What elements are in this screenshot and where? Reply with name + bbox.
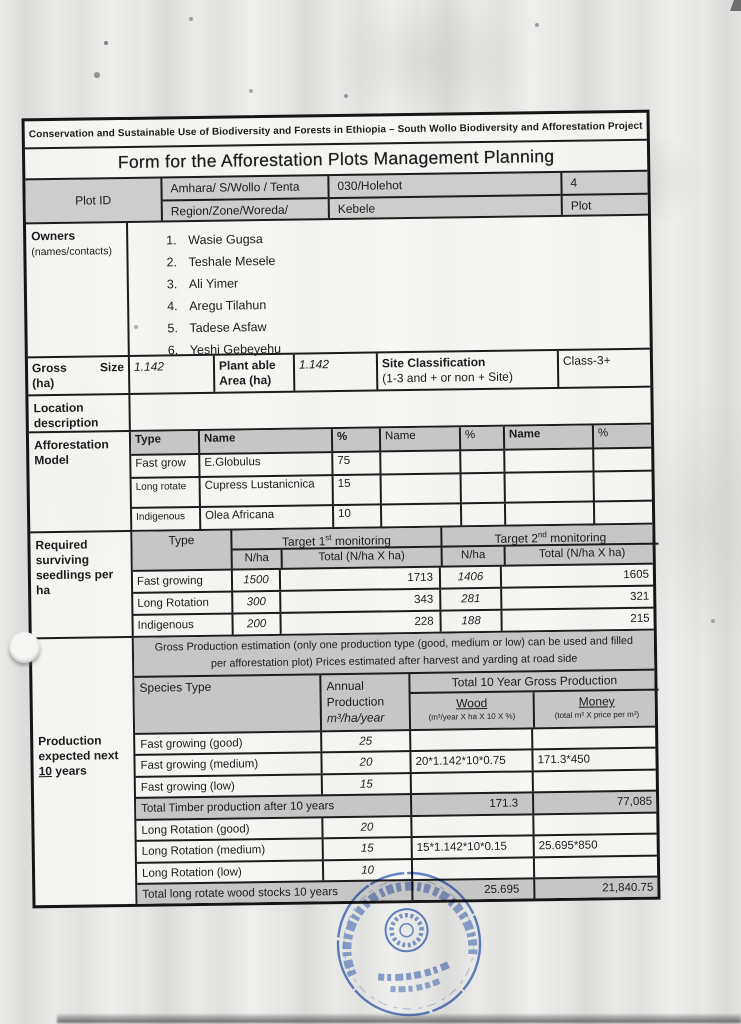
target2-nha-header: N/ha [460,548,486,562]
scan-shadow-band [57,1014,741,1023]
model-name: E.Globulus [198,453,331,476]
kebele-value: 030/Holehot [337,178,403,194]
t1-total-value: 228 [279,612,439,634]
total-timber-money: 77,085 [532,792,658,814]
total-long-label: Total long rotate wood stocks 10 years [142,886,339,901]
region-caption: Region/Zone/Woreda/ [163,197,328,220]
model-pct: 15 [332,475,380,504]
owners-label: Owners [31,228,76,244]
owner-number: 6. [167,343,179,358]
total-long-money: 21,840.75 [533,878,659,899]
species-name: Long Rotation (medium) [141,844,266,858]
production-label-prefix: Production expected next [38,733,119,764]
target2-column [440,525,659,566]
production-label-underline: 10 [38,764,53,779]
seedlings-table [130,525,653,636]
plot-region-column [160,176,328,220]
model-col-pct3: % [592,425,653,448]
model-pct-empty [593,472,654,501]
model-name-empty [380,474,460,503]
scan-specks [0,0,2,2]
plot-kebele-column [327,173,561,218]
site-classification-label: Site Classification [381,354,486,371]
species-name: Fast growing (low) [140,780,235,794]
hole-punch [9,632,40,663]
model-type: Fast grow [135,457,186,470]
size-word: Size [99,360,125,375]
money-header-cell [533,691,659,728]
target2-total-header: Total (N/ha X ha) [504,545,659,565]
plot-number-value: 4 [570,175,578,190]
production-section [32,629,658,906]
annual-value: 15 [322,838,411,859]
scan-corner-mark [730,0,741,11]
model-pct-empty [459,451,503,473]
owner-name: Teshale Mesele [188,253,276,270]
owner-name: Tadese Asfaw [189,320,267,336]
wood-header-cell [411,692,533,729]
t2-nha-value: 188 [439,611,500,632]
t1-nha-value: 200 [231,614,279,635]
site-classification-cell [376,351,557,390]
model-pct-empty [460,504,504,526]
model-pct: 75 [331,452,379,474]
owner-number: 2. [166,255,178,270]
seedlings-section [30,523,653,638]
target1-column [230,528,441,569]
gross-production-header [408,671,659,729]
gross-size-value: 1.142 [128,356,213,393]
owner-name: Wasie Gugsa [188,232,263,248]
t2-total-value: 1605 [500,565,655,587]
model-col-name1: Name [198,429,331,453]
t1-nha-value: 300 [231,592,279,613]
gross-size-label [28,357,128,394]
annual-value: 20 [321,817,410,837]
model-type: Indigenous [136,511,186,523]
species-type-header: Species Type [139,679,212,695]
target1-nha-header: N/ha [244,552,269,565]
total-timber-label: Total Timber production after 10 years [141,800,335,815]
project-banner-text: Conservation and Sustainable Use of Biodiversity and Forests in Ethiopia – South Wollo Biodiversity and Afforestation Project [28,120,643,140]
money-formula [532,771,658,792]
t2-nha-value: 281 [439,589,500,610]
plantable-area-label: Plant able Area (ha) [213,355,293,392]
t2-total-value: 215 [500,609,655,631]
region-value: Amhara/ S/Wollo / Tenta [170,179,300,196]
model-col-pct1: % [331,428,379,451]
plot-id-label: Plot ID [75,193,112,208]
seedlings-col-type: Type [168,533,195,548]
target1-sup: st [325,533,332,543]
model-col-name2: Name [379,427,459,450]
owner-name: Aregu Tilahun [189,298,267,314]
plot-id-band [25,170,648,223]
money-formula: 25.695*850 [533,835,659,857]
wood-formula [409,729,531,750]
site-classification-value: Class-3+ [557,350,650,387]
model-name-empty [504,502,593,524]
location-value [128,388,650,430]
species-name: Long Rotation (good) [141,823,250,837]
seedlings-type: Indigenous [137,619,194,632]
annual-value: 10 [322,860,411,880]
gross-unit: (ha) [32,375,55,391]
afforestation-model-section [29,423,652,532]
t1-total-value: 1713 [279,568,439,590]
form-title-text: Form for the Afforestation Plots Management Planning [117,145,555,173]
model-name-empty [504,472,593,501]
owners-label-cell [26,223,128,356]
money-formula [531,728,657,749]
target1-suffix: monitoring [331,533,392,549]
gross-word: Gross [31,360,67,376]
annual-value: 25 [320,731,409,751]
target1-prefix: Target 1 [281,534,326,549]
gross-header-text: Total 10 Year Gross Production [410,671,658,694]
plantable-area-value: 1.142 [293,353,376,390]
owner-number: 5. [167,321,178,336]
species-name: Fast growing (medium) [140,758,259,772]
money-subheader: (total m³ X price per m³) [554,709,640,721]
production-note-line1: Gross Production estimation (only one production type (good, medium or low) can be used and filled [154,634,634,654]
model-col-pct2: % [459,427,503,450]
model-col-name3: Name [503,425,592,448]
official-stamp [321,856,497,1024]
model-type: Long rotate [135,481,187,493]
annual-value: 15 [321,774,410,794]
total-timber-wood: 171.3 [410,793,532,815]
t2-total-value: 321 [500,587,655,609]
location-label: Location description [33,400,99,431]
wood-formula: 20*1.142*10*0.75 [409,750,531,772]
target2-suffix: monitoring [546,530,607,546]
money-formula [533,857,659,878]
owner-number: 3. [166,277,178,292]
species-name: Fast growing (good) [140,737,243,751]
target1-total-header: Total (N/ha X ha) [281,548,441,568]
model-label: Afforestation Model [33,437,109,468]
model-pct-empty [592,449,653,471]
production-note-line2: per afforestation plot) Prices estimated after harvest and yarding at road side [210,652,578,670]
target2-sup: nd [537,530,547,540]
seedlings-label: Required surviving seedlings per ha [35,537,114,598]
annual-value: 20 [320,752,409,773]
model-name: Cupress Lustanicnica [199,476,332,506]
t2-nha-value: 1406 [439,567,500,588]
model-pct: 10 [332,505,380,527]
production-label-suffix: years [55,763,87,779]
model-name-empty [380,504,460,526]
wood-header: Wood [456,695,488,711]
wood-subheader: (m³/year X ha X 10 X %) [428,711,516,722]
owners-list [126,216,650,358]
afforestation-form [22,110,661,909]
model-name-empty [503,449,592,471]
owner-name: Ali Yimer [188,276,239,292]
seedlings-type: Fast growing [136,574,203,588]
annual-unit: m³/ha/year [326,710,385,726]
kebele-caption: Kebele [330,194,561,218]
owner-number: 1. [166,233,177,248]
wood-formula: 15*1.142*10*0.15 [411,836,533,858]
species-name: Long Rotation (low) [141,866,242,880]
stamp-seal-icon [321,856,497,1024]
owners-sublabel: (names/contacts) [31,245,112,259]
annual-production-header [319,674,409,730]
owners-section [26,214,650,357]
model-pct-empty [460,474,504,503]
money-formula [532,814,658,835]
t1-nha-value: 1500 [231,570,279,591]
t1-total-value: 343 [279,590,439,612]
seedlings-type: Long Rotation [137,596,210,610]
wood-formula [410,815,532,836]
money-header: Money [578,694,615,709]
model-table [129,425,652,530]
target2-prefix: Target 2 [494,531,539,546]
owner-name: Yeshi Gebeyehu [189,341,282,358]
owner-number: 4. [167,299,178,314]
model-col-type: Type [134,433,162,446]
production-label [32,638,136,905]
money-formula: 171.3*450 [531,749,657,771]
plot-number-column [560,172,648,215]
production-header [134,669,655,733]
production-table [132,631,658,904]
model-name: Olea Africana [199,506,332,529]
model-name-empty [379,451,459,473]
wood-formula [410,772,532,793]
annual-header-text: Annual Production [326,678,385,710]
plot-number-caption: Plot [563,193,648,215]
site-classification-sub: (1-3 and + or non + Site) [382,369,514,386]
model-pct-empty [593,502,654,524]
total-long-wood: 25.695 [411,879,533,900]
